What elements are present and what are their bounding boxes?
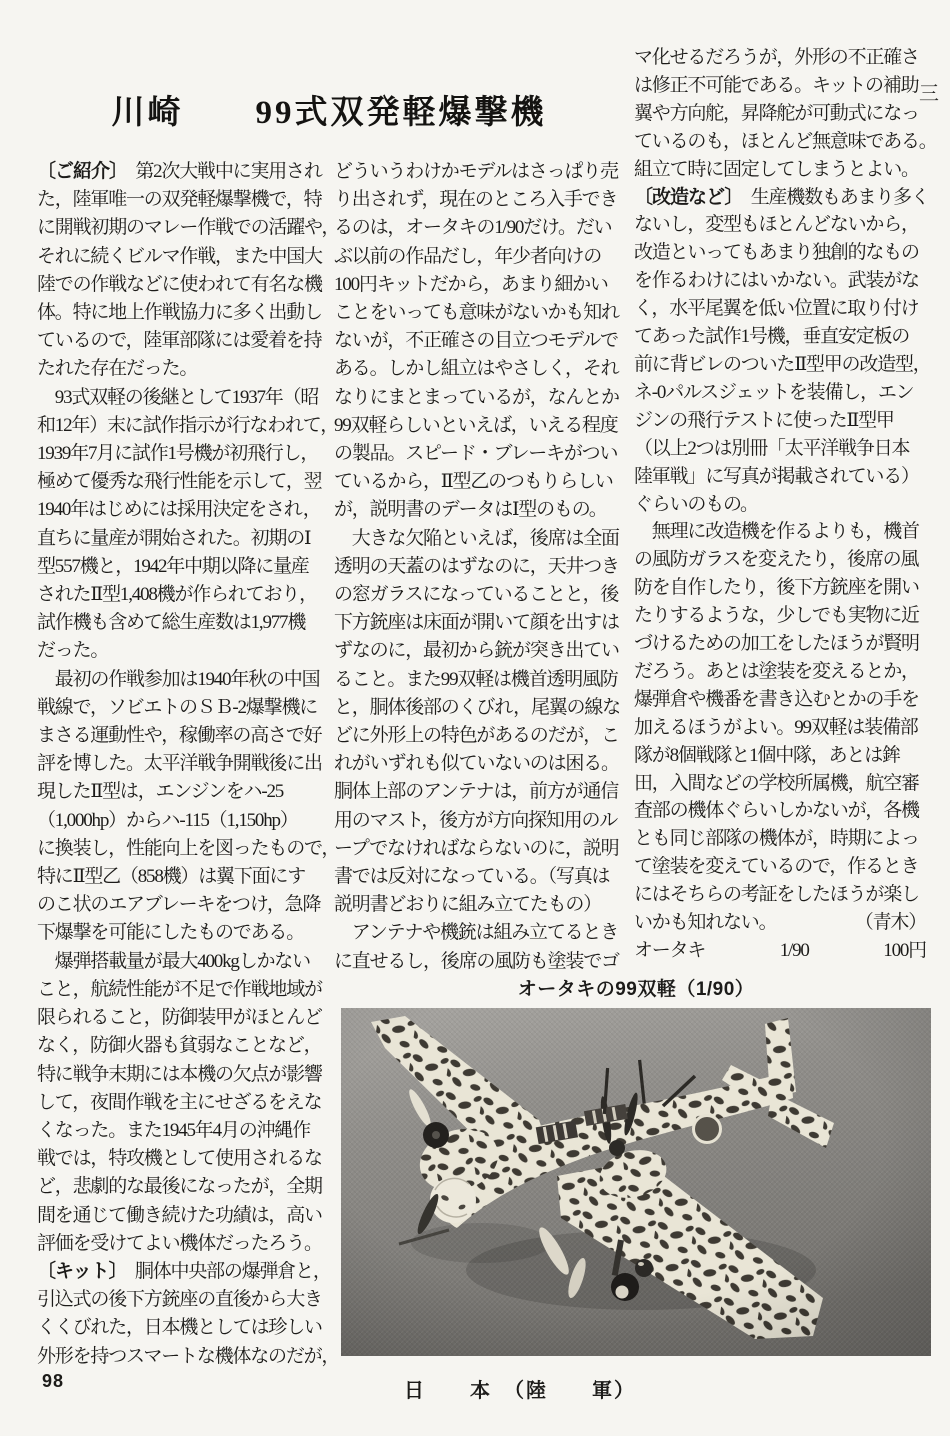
text-line: 1940年はじめには採用決定をされ， xyxy=(37,499,321,521)
text-line: 〔ご紹介〕 第2次大戦中に実用され xyxy=(37,161,322,182)
text-line: ずなのに，最初から銃が突き出てい xyxy=(334,640,619,662)
text-line: 評価を受けてよい機体だったろう。 xyxy=(37,1232,322,1254)
text-line: ないし，変型もほとんどないから， xyxy=(634,214,919,236)
text-line: づけるための加工をしたほうが賢明 xyxy=(634,633,919,655)
text-line: ぐらいのもの。 xyxy=(634,493,758,515)
text-line: 99双軽らしいといえば，いえる程度 xyxy=(334,414,618,436)
text-line: （以上2つは別冊「太平洋戦争日本 xyxy=(634,437,910,459)
text-line: 下爆撃を可能にしたものである。 xyxy=(37,922,305,944)
text-line: 和12年）末に試作指示が行なわれて， xyxy=(37,414,339,436)
text-line: の風防ガラスを変えたり，後席の風 xyxy=(634,549,919,571)
text-line: 防を自作したり，後下方銃座を開い xyxy=(634,577,919,599)
text-line: 最初の作戦参加は1940年秋の中国 xyxy=(37,668,320,690)
text-line: るのは，オータキの1/90だけ。だい xyxy=(334,217,612,239)
text-line: 特に戦争末期には本機の欠点が影響 xyxy=(37,1063,322,1085)
text-line: ことをいっても意味がないかも知れ xyxy=(334,302,619,324)
text-line: （1,000hp）からハ-115（1,150hp） xyxy=(37,809,298,831)
text-line: て塗装を変えているので，作るとき xyxy=(634,856,919,878)
text-line: 間を通じて働き続けた功績は，高い xyxy=(37,1204,322,1226)
text-line: たりするような，少しでも実物に近 xyxy=(634,605,919,627)
text-line: 隊が8個戦隊と1個中隊，あとは鉾 xyxy=(634,744,900,766)
text-line: マ化せるだろうが，外形の不正確さ xyxy=(634,47,919,68)
text-line: り出されず，現在のところ入手でき xyxy=(334,189,618,211)
model-airplane-photo xyxy=(341,1008,931,1356)
text-line: と，胴体後部のくびれ，尾翼の線な xyxy=(334,696,620,718)
text-line: まさる運動性や，稼働率の高さで好 xyxy=(37,725,322,747)
text-line: ど，悲劇的な最後になったが，全期 xyxy=(37,1176,322,1198)
text-line: 組立て時に固定してしまうとよい。 xyxy=(634,158,919,180)
article-title: 川崎 99式双発軽爆撃機 xyxy=(111,95,547,132)
text-line: だった。 xyxy=(37,640,109,662)
text-line: それに続くビルマ作戦，また中国大 xyxy=(37,245,322,267)
text-line: アンテナや機銃は組み立てるとき xyxy=(334,922,619,944)
text-line: 外形を持つスマートな機体なのだが， xyxy=(37,1345,340,1367)
text-line: 大きな欠陥といえば，後席は全面 xyxy=(334,527,619,549)
text-line: くなった。また1945年4月の沖縄作 xyxy=(37,1119,310,1141)
text-line: 書では反対になっている。（写真は xyxy=(334,866,610,888)
text-line: なりにまとまっているが，なんとか xyxy=(334,386,619,408)
text-line: 試作機も含めて総生産数は1,977機 xyxy=(37,612,306,634)
text-line: に換装し，性能向上を図ったもので， xyxy=(37,837,340,859)
text-line: 陸軍戦」に写真が掲載されている） xyxy=(634,465,919,487)
text-line: てあった試作1号機，垂直安定板の xyxy=(634,326,910,348)
column-middle xyxy=(334,158,622,976)
text-line: 〔改造など〕 生産機数もあまり多く xyxy=(634,186,929,208)
text-line: 改造といってもあまり独創的なもの xyxy=(634,242,919,264)
text-line: に直せるし，後席の風防も塗装でゴ xyxy=(334,950,619,972)
text-line: 引込式の後下方銃座の直後から大き xyxy=(37,1289,322,1311)
text-line: なく，防御火器も貧弱なことなど， xyxy=(37,1035,322,1057)
text-line: 93式双軽の後継として1937年（昭 xyxy=(37,386,319,408)
text-line: は修正不可能である。キットの補助 xyxy=(634,74,919,96)
text-line: 評を博した。太平洋戦争開戦後に出 xyxy=(37,753,322,775)
text-line: 胴体上部のアンテナは，前方が通信 xyxy=(334,781,619,803)
text-line: いかも知れない。 （青木） xyxy=(634,912,926,934)
text-line: を作るわけにはいかない。武装がな xyxy=(634,270,919,292)
text-line: ープでなければならないのに，説明 xyxy=(334,837,619,859)
text-line: とも同じ部隊の機体が，時期によっ xyxy=(634,828,919,850)
text-line: 爆弾搭載量が最大400kgしかない xyxy=(37,950,310,972)
section-footer: 日 本 （陸 軍） xyxy=(404,1380,636,1402)
text-line: 1939年7月に試作1号機が初飛行し， xyxy=(37,443,319,465)
text-line: どういうわけかモデルはさっぱり売 xyxy=(334,161,618,182)
text-line: 〔キット〕 胴体中央部の爆弾倉と， xyxy=(37,1260,331,1282)
text-line: 極めて優秀な飛行性能を示して，翌 xyxy=(37,471,322,493)
text-line: 100円キットだから，あまり細かい xyxy=(334,273,608,295)
photo-vignette xyxy=(341,1008,931,1356)
text-line: ているのも，ほとんど無意味である。 xyxy=(634,130,937,152)
text-line: 爆弾倉や機番を書き込むとかの手を xyxy=(634,688,919,710)
column-right xyxy=(634,44,937,965)
text-line: 特にⅡ型乙（858機）は翼下面にす xyxy=(37,866,306,888)
text-line: 陸での作戦などに使われて有名な機 xyxy=(37,273,322,295)
text-line: ジンの飛行テストに使ったⅡ型甲 xyxy=(634,409,894,431)
text-line: 加えるほうがよい。99双軽は装備部 xyxy=(634,716,918,738)
text-line: の製品。スピード・ブレーキがつい xyxy=(334,443,618,465)
text-line: 査部の機体ぐらいしかないが，各機 xyxy=(634,800,919,822)
text-line: ているから，Ⅱ型乙のつもりらしい xyxy=(334,471,613,493)
page-edge-artifact: 三 xyxy=(919,83,939,105)
column-left xyxy=(37,158,340,1371)
text-line: たれた存在だった。 xyxy=(37,358,198,380)
text-line: 下方銃座は床面が開いて顔を出すは xyxy=(334,612,619,634)
text-line: の窓ガラスになっていることと，後 xyxy=(334,584,619,606)
text-line: されたⅡ型1,408機が作られており， xyxy=(37,584,317,606)
text-line: ぶ以前の作品だし，年少者向けの xyxy=(334,245,602,267)
text-line: 直ちに量産が開始された。初期のⅠ xyxy=(37,527,311,549)
text-line: ネ-0パルスジェットを装備し，エン xyxy=(634,381,914,403)
text-line: 戦線で，ソビエトのＳＢ-2爆撃機に xyxy=(37,696,318,718)
text-line: 戦では，特攻機として使用されるな xyxy=(37,1148,322,1170)
text-line: オータキ 1/90 100円 xyxy=(634,940,926,961)
text-line: ること。また99双軽は機首透明風防 xyxy=(334,668,618,690)
text-line: して，夜間作戦を主にせざるをえな xyxy=(37,1091,322,1113)
page-number: 98 xyxy=(42,1371,65,1391)
text-line: く，水平尾翼を低い位置に取り付け xyxy=(634,298,919,320)
text-line: 現したⅡ型は，エンジンをハ-25 xyxy=(37,781,284,803)
text-line: 田，入間などの学校所属機，航空審 xyxy=(634,772,919,794)
text-line: ているので，陸軍部隊には愛着を持 xyxy=(37,330,322,352)
text-line: ないが，不正確さの目立つモデルで xyxy=(334,330,618,352)
photo-caption: オータキの99双軽（1/90） xyxy=(517,979,755,1000)
text-line: 用のマスト，後方が方向探知用のル xyxy=(334,809,618,831)
text-line: にはそちらの考証をしたほうが楽し xyxy=(634,884,919,906)
text-line: のこ状のエアブレーキをつけ，急降 xyxy=(37,894,321,916)
text-line: た，陸軍唯一の双発軽爆撃機で，特 xyxy=(37,189,322,211)
text-line: に開戦初期のマレー作戦での活躍や， xyxy=(37,217,340,239)
model-airplane-illustration xyxy=(341,1008,931,1356)
text-line: が，説明書のデータはⅠ型のもの。 xyxy=(334,499,607,521)
text-line: 限られること，防御装甲がほとんど xyxy=(37,1007,322,1029)
text-line: 翼や方向舵，昇降舵が可動式になっ xyxy=(634,102,919,124)
text-line: 無理に改造機を作るよりも，機首 xyxy=(634,521,919,543)
text-line: ある。しかし組立はやさしく，それ xyxy=(334,358,619,380)
text-line: 説明書どおりに組み立てたもの） xyxy=(334,894,602,916)
text-line: れがいずれも似ていないのは困る。 xyxy=(334,753,619,775)
text-line: こと，航続性能が不足で作戦地域が xyxy=(37,978,322,1000)
text-line: どに外形上の特色があるのだが，こ xyxy=(334,725,619,747)
text-line: 型557機と，1942年中期以降に量産 xyxy=(37,555,309,577)
text-line: 透明の天蓋のはずなのに，天井つき xyxy=(334,555,619,577)
text-line: 体。特に地上作戦協力に多く出動し xyxy=(37,302,322,324)
text-line: くくびれた，日本機としては珍しい xyxy=(37,1317,322,1339)
text-line: 前に背ビレのついたⅡ型甲の改造型， xyxy=(634,353,931,375)
text-line: だろう。あとは塗装を変えるとか， xyxy=(634,660,919,682)
